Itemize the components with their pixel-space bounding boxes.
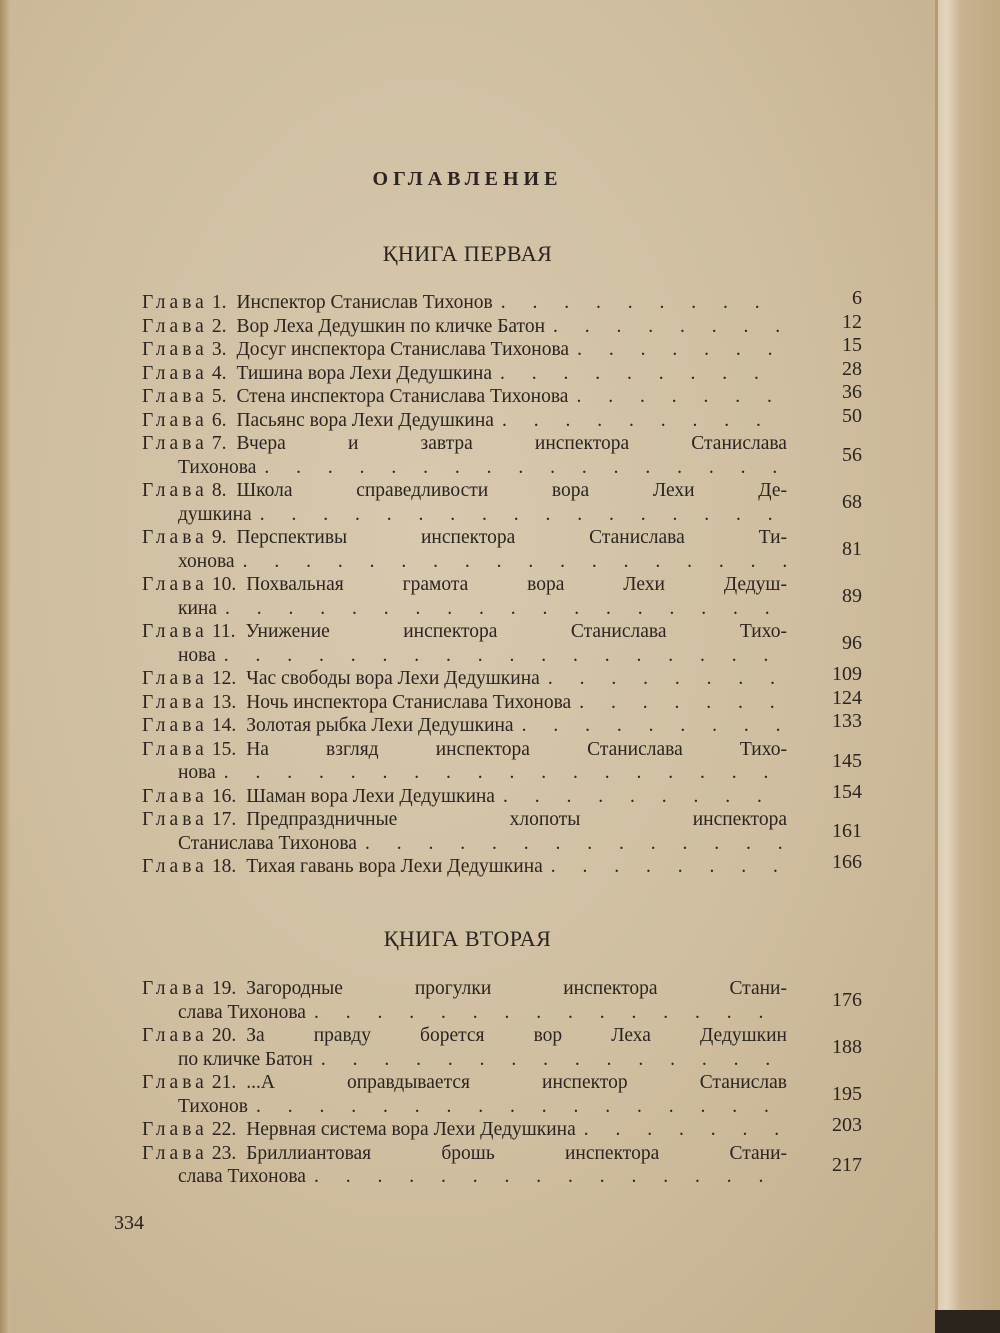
dot-leader xyxy=(494,409,787,433)
chapter-title: Ночь инспектора Станислава Тихонова xyxy=(246,691,572,713)
chapter-number: 2. xyxy=(211,315,227,337)
chapter-title: Золотая рыбка Лехи Дедушкина xyxy=(246,715,514,736)
toc-entry xyxy=(142,432,862,479)
chapter-label: Глава xyxy=(142,1072,208,1093)
chapter-title: Пасьянс вора Лехи Дедушкина xyxy=(236,409,494,431)
chapter-label: Глава xyxy=(142,315,208,337)
chapter-number: 12. xyxy=(211,668,237,689)
toc-entry xyxy=(142,404,862,433)
book-one-heading: ҚНИГА ПЕРВАЯ xyxy=(382,241,553,266)
chapter-number: 4. xyxy=(211,362,227,384)
chapter-label: Глава xyxy=(142,856,208,877)
chapter-title: слава Тихонова xyxy=(178,1166,306,1187)
chapter-title: Тихонова xyxy=(178,456,257,478)
chapter-number: 3. xyxy=(211,339,227,360)
gutter-line xyxy=(935,0,938,1310)
chapter-label: Глава xyxy=(142,785,208,807)
chapter-number: 23. xyxy=(211,1142,237,1164)
chapter-page-number: 188 xyxy=(832,1036,862,1058)
dot-leader xyxy=(248,1095,787,1119)
chapter-number: 9. xyxy=(211,527,227,548)
chapter-label: Глава xyxy=(142,574,208,595)
chapter-title: Предпраздничные хлопоты инспектора xyxy=(246,809,787,830)
chapter-title: Тишина вора Лехи Дедушкина xyxy=(236,362,492,384)
dot-leader xyxy=(252,503,787,527)
toc-entry xyxy=(142,573,862,620)
chapter-title: нова xyxy=(178,644,216,666)
toc-entry xyxy=(142,738,862,785)
toc-entry xyxy=(142,334,862,362)
chapter-label: Глава xyxy=(142,527,208,548)
chapter-label: Глава xyxy=(142,339,208,360)
chapter-label: Глава xyxy=(142,668,208,689)
chapter-number: 20. xyxy=(211,1025,237,1046)
chapter-label: Глава xyxy=(142,715,208,736)
chapter-label: Глава xyxy=(142,433,208,454)
dot-leader xyxy=(492,362,787,386)
dot-leader xyxy=(569,338,787,362)
chapter-title: по кличке Батон xyxy=(178,1048,313,1070)
toc-entry xyxy=(142,357,862,386)
dot-leader xyxy=(216,761,787,785)
book-two-heading: ҚНИГА ВТОРАЯ xyxy=(383,926,552,951)
dot-leader xyxy=(495,785,787,809)
toc-entry xyxy=(142,287,862,315)
chapter-title: Школа справедливости вора Лехи Де- xyxy=(236,480,787,501)
chapter-label: Глава xyxy=(142,1142,208,1164)
dot-leader xyxy=(571,691,787,715)
chapter-label: Глава xyxy=(142,621,208,642)
dot-leader xyxy=(216,644,787,668)
chapter-number: 17. xyxy=(211,809,237,830)
book-gutter xyxy=(935,0,1000,1310)
page-left-edge xyxy=(0,0,10,1333)
chapter-title: Шаман вора Лехи Дедушкина xyxy=(246,785,495,807)
chapter-title: Нервная система вора Лехи Дедушкина xyxy=(246,1119,576,1140)
toc-title: ОГЛАВЛЕНИЕ xyxy=(372,168,563,190)
chapter-title: кина xyxy=(178,597,217,619)
dot-leader xyxy=(256,456,787,480)
toc-entry xyxy=(142,310,862,339)
chapter-page-number: 166 xyxy=(832,851,862,873)
chapter-title: Загородные прогулки инспектора Стани- xyxy=(246,978,787,999)
chapter-page-number: 133 xyxy=(832,710,862,732)
chapter-number: 13. xyxy=(211,691,237,713)
toc-entry xyxy=(142,686,862,715)
chapter-title: За правду борется вор Леха Дедушкин xyxy=(246,1025,787,1046)
chapter-title: хонова xyxy=(178,550,235,572)
toc-entry xyxy=(142,1071,862,1118)
chapter-title: Инспектор Станислав Тихонов xyxy=(236,292,493,313)
chapter-page-number: 36 xyxy=(842,381,862,403)
chapter-page-number: 161 xyxy=(832,820,862,842)
chapter-page-number: 109 xyxy=(832,663,862,685)
chapter-page-number: 6 xyxy=(852,287,862,309)
toc-entry xyxy=(142,808,862,855)
chapter-label: Глава xyxy=(142,409,208,431)
dot-leader xyxy=(493,291,787,315)
chapter-title: нова xyxy=(178,762,216,783)
toc-entry xyxy=(142,780,862,809)
dot-leader xyxy=(217,597,787,621)
dot-leader xyxy=(568,385,787,409)
dot-leader xyxy=(306,1001,787,1025)
chapter-number: 19. xyxy=(211,978,237,999)
chapter-page-number: 12 xyxy=(842,310,862,333)
dot-leader xyxy=(357,832,787,856)
toc-entry xyxy=(142,1142,862,1189)
toc-entry xyxy=(142,851,862,879)
chapter-page-number: 50 xyxy=(842,404,862,427)
chapter-title: Перспективы инспектора Станислава Ти- xyxy=(236,527,787,548)
chapter-page-number: 154 xyxy=(832,780,862,803)
dot-leader xyxy=(543,855,787,879)
dot-leader xyxy=(306,1165,787,1189)
chapter-title: Станислава Тихонова xyxy=(178,832,357,854)
chapter-number: 1. xyxy=(211,292,227,313)
chapter-number: 11. xyxy=(211,621,236,642)
toc-entry xyxy=(142,1114,862,1142)
chapter-label: Глава xyxy=(142,809,208,830)
dot-leader xyxy=(313,1048,787,1072)
chapter-page-number: 145 xyxy=(832,749,862,772)
chapter-label: Глава xyxy=(142,978,208,999)
toc-entry xyxy=(142,620,862,667)
chapter-title: Тихонов xyxy=(178,1095,249,1117)
chapter-page-number: 124 xyxy=(832,686,862,709)
chapter-number: 6. xyxy=(211,409,227,431)
chapter-number: 8. xyxy=(211,480,227,501)
chapter-title: Досуг инспектора Станислава Тихонова xyxy=(236,339,570,360)
chapter-title: слава Тихонова xyxy=(178,1001,306,1023)
chapter-title: Тихая гавань вора Лехи Дедушкина xyxy=(246,856,543,877)
chapter-page-number: 217 xyxy=(832,1153,862,1176)
toc-entry xyxy=(142,479,862,526)
chapter-title: Час свободы вора Лехи Дедушкина xyxy=(246,668,540,689)
chapter-label: Глава xyxy=(142,362,208,384)
corner-shadow xyxy=(935,1310,1000,1333)
chapter-title: Похвальная грамота вора Лехи Дедуш- xyxy=(246,574,787,595)
toc-entry xyxy=(142,526,862,573)
chapter-page-number: 195 xyxy=(832,1083,862,1105)
chapter-page-number: 96 xyxy=(842,632,862,654)
chapter-page-number: 176 xyxy=(832,989,862,1011)
chapter-page-number: 89 xyxy=(842,585,862,607)
toc-entry xyxy=(142,1024,862,1071)
dot-leader xyxy=(545,315,787,339)
chapter-label: Глава xyxy=(142,691,208,713)
book-one-toc xyxy=(142,287,862,879)
chapter-title: Вчера и завтра инспектора Станислава xyxy=(236,433,787,454)
chapter-page-number: 56 xyxy=(842,444,862,466)
chapter-title: Вор Леха Дедушкин по кличке Батон xyxy=(236,315,546,337)
book-two-toc xyxy=(142,977,862,1189)
chapter-label: Глава xyxy=(142,480,208,501)
chapter-label: Глава xyxy=(142,738,208,760)
toc-entry xyxy=(142,710,862,738)
dot-leader xyxy=(540,667,787,691)
chapter-title: Стена инспектора Станислава Тихонова xyxy=(236,386,569,407)
chapter-page-number: 203 xyxy=(832,1114,862,1136)
chapter-number: 14. xyxy=(211,715,237,736)
chapter-number: 18. xyxy=(211,856,237,877)
dot-leader xyxy=(514,714,787,738)
chapter-number: 7. xyxy=(211,433,227,454)
chapter-number: 5. xyxy=(211,386,227,407)
chapter-title: Унижение инспектора Станислава Тихо- xyxy=(245,621,787,642)
dot-leader xyxy=(235,550,787,574)
chapter-title: ...А оправдывается инспектор Станислав xyxy=(246,1072,787,1093)
chapter-title: душкина xyxy=(178,503,252,525)
chapter-number: 22. xyxy=(211,1119,237,1140)
dot-leader xyxy=(576,1118,787,1142)
chapter-page-number: 68 xyxy=(842,491,862,513)
chapter-label: Глава xyxy=(142,1119,208,1140)
toc-entry xyxy=(142,381,862,409)
chapter-page-number: 15 xyxy=(842,334,862,356)
chapter-number: 16. xyxy=(211,785,237,807)
chapter-label: Глава xyxy=(142,1025,208,1046)
chapter-page-number: 81 xyxy=(842,538,862,560)
chapter-page-number: 28 xyxy=(842,357,862,380)
toc-entry xyxy=(142,663,862,691)
chapter-label: Глава xyxy=(142,292,208,313)
chapter-number: 21. xyxy=(211,1072,237,1093)
chapter-number: 10. xyxy=(211,574,237,595)
chapter-label: Глава xyxy=(142,386,208,407)
toc-entry xyxy=(142,977,862,1024)
chapter-title: Бриллиантовая брошь инспектора Стани- xyxy=(246,1142,787,1164)
page-number: 334 xyxy=(114,1212,144,1234)
chapter-number: 15. xyxy=(211,738,237,760)
chapter-title: На взгляд инспектора Станислава Тихо- xyxy=(246,738,787,760)
